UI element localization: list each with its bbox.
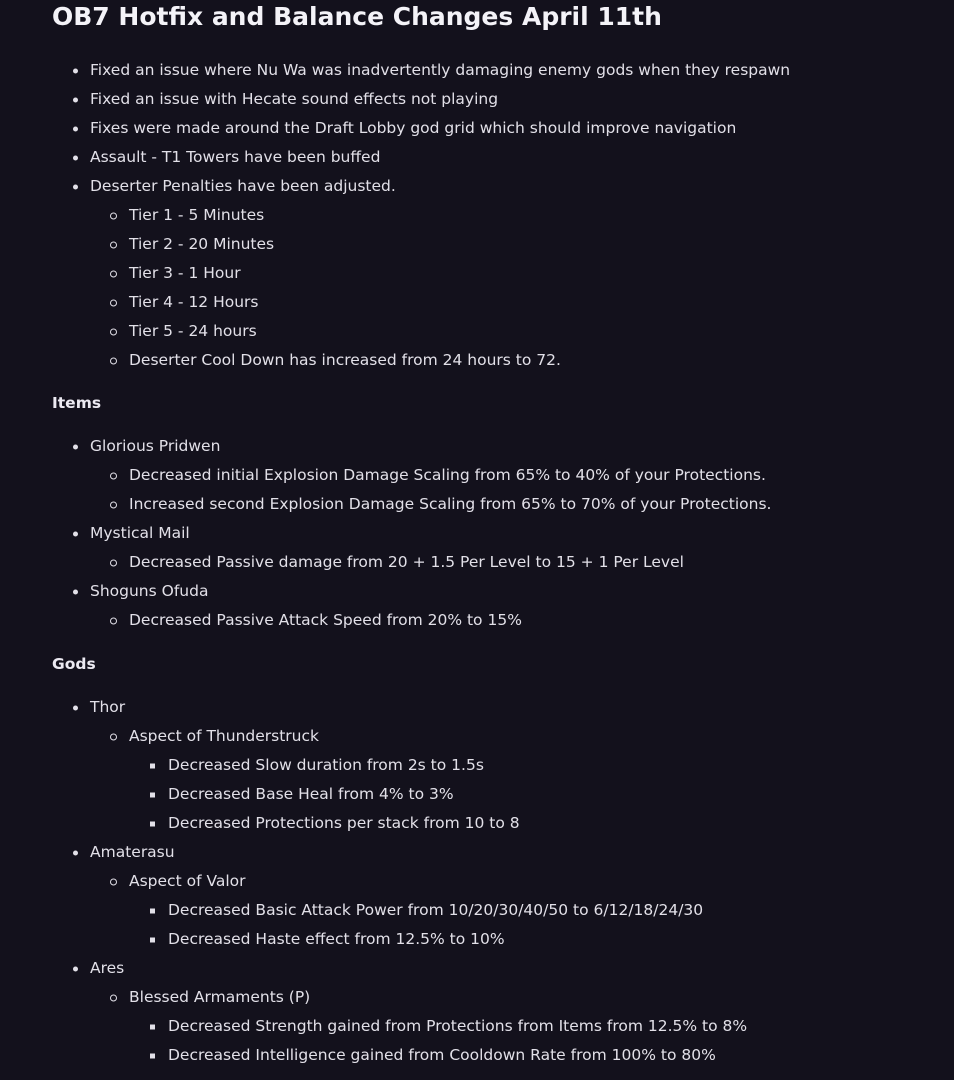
circle-bullet-icon: [110, 733, 117, 740]
gods-heading: Gods: [52, 655, 96, 673]
item-change: [0, 490, 954, 519]
circle-bullet-icon: [110, 299, 117, 306]
list-item-text: Decreased Basic Attack Power from 10/20/30/40/50 to 6/12/18/24/30: [168, 901, 704, 919]
item-change: [0, 606, 954, 635]
list-item-text: Assault - T1 Towers have been buffed: [90, 148, 381, 166]
list-item-text: Decreased Passive Attack Speed from 20% to 15%: [129, 611, 522, 629]
list-item-text: Fixed an issue with Hecate sound effects not playing: [90, 90, 499, 108]
god-name: [0, 838, 954, 867]
circle-bullet-icon: [110, 270, 117, 277]
list-item-text: Decreased initial Explosion Damage Scaling from 65% to 40% of your Protections.: [129, 466, 766, 484]
list-item-text: Tier 2 - 20 Minutes: [129, 235, 275, 253]
disc-bullet-icon: [73, 97, 78, 102]
god-name: [0, 693, 954, 722]
item-name: [0, 577, 954, 606]
disc-bullet-icon: [73, 444, 78, 449]
circle-bullet-icon: [110, 472, 117, 479]
list-item-text: Shoguns Ofuda: [90, 582, 209, 600]
item-name: [0, 432, 954, 461]
disc-bullet-icon: [73, 850, 78, 855]
circle-bullet-icon: [110, 357, 117, 364]
circle-bullet-icon: [110, 994, 117, 1001]
list-item-text: Glorious Pridwen: [90, 437, 221, 455]
disc-bullet-icon: [73, 155, 78, 160]
god-aspect: [0, 983, 954, 1012]
circle-bullet-icon: [110, 878, 117, 885]
disc-bullet-icon: [73, 68, 78, 73]
list-item: [0, 56, 954, 85]
list-item-text: Aspect of Valor: [129, 872, 246, 890]
disc-bullet-icon: [73, 966, 78, 971]
disc-bullet-icon: [73, 589, 78, 594]
page-title: OB7 Hotfix and Balance Changes April 11th: [52, 2, 662, 31]
square-bullet-icon: [150, 908, 155, 913]
god-aspect: [0, 867, 954, 896]
list-item-text: Deserter Cool Down has increased from 24 hours to 72.: [129, 351, 561, 369]
square-bullet-icon: [150, 1024, 155, 1029]
disc-bullet-icon: [73, 705, 78, 710]
god-change: [0, 751, 954, 780]
circle-bullet-icon: [110, 501, 117, 508]
list-item-text: Tier 4 - 12 Hours: [129, 293, 259, 311]
list-item-text: Tier 5 - 24 hours: [129, 322, 257, 340]
list-item-text: Decreased Intelligence gained from Cooldown Rate from 100% to 80%: [168, 1046, 716, 1064]
list-item: [0, 114, 954, 143]
item-name: [0, 519, 954, 548]
list-item: [0, 172, 954, 201]
list-item-text: Ares: [90, 959, 125, 977]
deserter-tier-item: [0, 317, 954, 346]
list-item-text: Tier 3 - 1 Hour: [129, 264, 241, 282]
list-item-text: Fixed an issue where Nu Wa was inadvertently damaging enemy gods when they respawn: [90, 61, 791, 79]
god-change: [0, 1041, 954, 1070]
god-change: [0, 896, 954, 925]
disc-bullet-icon: [73, 126, 78, 131]
god-change: [0, 1012, 954, 1041]
list-item-text: Decreased Slow duration from 2s to 1.5s: [168, 756, 484, 774]
circle-bullet-icon: [110, 212, 117, 219]
square-bullet-icon: [150, 1053, 155, 1058]
square-bullet-icon: [150, 763, 155, 768]
list-item-text: Thor: [90, 698, 126, 716]
circle-bullet-icon: [110, 617, 117, 624]
deserter-tier-item: [0, 288, 954, 317]
square-bullet-icon: [150, 792, 155, 797]
deserter-tier-item: [0, 201, 954, 230]
items-heading: Items: [52, 394, 102, 412]
list-item-text: Aspect of Thunderstruck: [129, 727, 319, 745]
list-item-text: Decreased Strength gained from Protections from Items from 12.5% to 8%: [168, 1017, 748, 1035]
square-bullet-icon: [150, 937, 155, 942]
circle-bullet-icon: [110, 241, 117, 248]
list-item-text: Mystical Mail: [90, 524, 190, 542]
list-item-text: Deserter Penalties have been adjusted.: [90, 177, 396, 195]
list-item: [0, 143, 954, 172]
list-item: [0, 85, 954, 114]
square-bullet-icon: [150, 821, 155, 826]
gods-list: [0, 693, 954, 1070]
general-changes-list: [0, 56, 954, 375]
god-name: [0, 954, 954, 983]
list-item-text: Blessed Armaments (P): [129, 988, 311, 1006]
god-change: [0, 925, 954, 954]
deserter-tier-item: [0, 259, 954, 288]
list-item-text: Increased second Explosion Damage Scaling from 65% to 70% of your Protections.: [129, 495, 772, 513]
list-item-text: Fixes were made around the Draft Lobby god grid which should improve navigation: [90, 119, 737, 137]
deserter-cooldown-item: [0, 346, 954, 375]
item-change: [0, 548, 954, 577]
circle-bullet-icon: [110, 328, 117, 335]
list-item-text: Decreased Protections per stack from 10 to 8: [168, 814, 520, 832]
list-item-text: Tier 1 - 5 Minutes: [129, 206, 265, 224]
list-item-text: Decreased Base Heal from 4% to 3%: [168, 785, 454, 803]
list-item-text: Decreased Haste effect from 12.5% to 10%: [168, 930, 505, 948]
deserter-tier-item: [0, 230, 954, 259]
list-item-text: Amaterasu: [90, 843, 175, 861]
item-change: [0, 461, 954, 490]
disc-bullet-icon: [73, 184, 78, 189]
items-list: [0, 432, 954, 635]
list-item-text: Decreased Passive damage from 20 + 1.5 Per Level to 15 + 1 Per Level: [129, 553, 684, 571]
god-change: [0, 809, 954, 838]
disc-bullet-icon: [73, 531, 78, 536]
god-change: [0, 780, 954, 809]
circle-bullet-icon: [110, 559, 117, 566]
god-aspect: [0, 722, 954, 751]
